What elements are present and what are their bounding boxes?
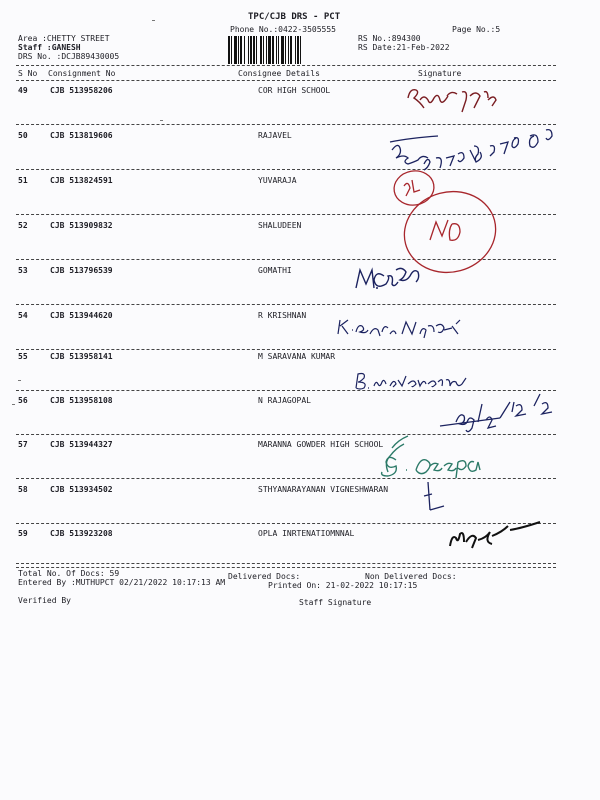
signature-53 (356, 268, 419, 288)
row-consignee: YUVARAJA (258, 176, 297, 185)
row-consignment-no: CJB 513958108 (50, 396, 113, 405)
row-consignee: MARANNA GOWDER HIGH SCHOOL (258, 440, 384, 449)
row-consignee: RAJAVEL (258, 131, 292, 140)
signature-56 (440, 394, 552, 432)
row-consignee: STHYANARAYANAN VIGNESHWARAN (258, 485, 389, 494)
signature-55 (356, 374, 466, 390)
staff-signature-label: Staff Signature (299, 598, 372, 607)
printed-on: Printed On: 21-02-2022 10:17:15 (268, 581, 418, 590)
scan-speck (152, 20, 155, 21)
signature-57 (382, 436, 480, 478)
col-consignment: Consignment No (48, 69, 116, 78)
row-consignee: M SARAVANA KUMAR (258, 352, 336, 361)
row-sno: 58 (18, 485, 28, 494)
row-sno: 59 (18, 529, 28, 538)
row-consignee: N RAJAGOPAL (258, 396, 311, 405)
row-consignment-no: CJB 513819606 (50, 131, 113, 140)
signature-52-stamp (395, 181, 505, 282)
row-consignment-no: CJB 513934502 (50, 485, 113, 494)
total-docs: Total No. Of Docs: 59 (18, 569, 120, 578)
signature-59 (450, 522, 540, 548)
row-consignment-no: CJB 513944620 (50, 311, 113, 320)
page-number: Page No.:5 (452, 25, 501, 34)
row-consignment-no: CJB 513958141 (50, 352, 113, 361)
rs-number: RS No.:894300 (358, 34, 421, 43)
row-sno: 52 (18, 221, 28, 230)
drs-number: DRS No. :DCJB89430005 (18, 52, 120, 61)
row-sno: 49 (18, 86, 28, 95)
area-label: Area :CHETTY STREET (18, 34, 110, 43)
row-consignee: R KRISHNAN (258, 311, 307, 320)
row-sno: 57 (18, 440, 28, 449)
phone-number: Phone No.:0422-3505555 (230, 25, 336, 34)
row-sno: 53 (18, 266, 28, 275)
row-consignment-no: CJB 513958206 (50, 86, 113, 95)
row-consignment-no: CJB 513796539 (50, 266, 113, 275)
col-sno: S No (18, 69, 38, 78)
row-consignee: SHALUDEEN (258, 221, 302, 230)
signature-58 (424, 482, 444, 510)
row-consignee: GOMATHI (258, 266, 292, 275)
verified-by: Verified By (18, 596, 71, 605)
entered-by: Entered By :MUTHUPCT 02/21/2022 10:17:13 AM (18, 578, 226, 587)
signature-49 (408, 90, 496, 112)
row-consignment-no: CJB 513824591 (50, 176, 113, 185)
signature-50 (390, 130, 552, 170)
footer-divider (16, 563, 556, 564)
scan-speck (12, 404, 15, 405)
row-sno: 55 (18, 352, 28, 361)
non-delivered-docs: Non Delivered Docs: (365, 572, 457, 581)
row-sno: 56 (18, 396, 28, 405)
col-consignee: Consignee Details (238, 69, 320, 78)
delivered-docs: Delivered Docs: (228, 572, 301, 581)
row-sno: 54 (18, 311, 28, 320)
row-consignee: OPLA INRTENATIOMNNAL (258, 529, 355, 538)
row-sno: 51 (18, 176, 28, 185)
signature-54 (338, 320, 460, 338)
scan-speck (160, 120, 163, 121)
scan-speck (18, 380, 21, 381)
signature-51-stamp (391, 168, 436, 208)
row-consignment-no: CJB 513909832 (50, 221, 113, 230)
staff-label: Staff :GANESH (18, 43, 81, 52)
col-signature: Signature (418, 69, 462, 78)
row-consignment-no: CJB 513944327 (50, 440, 113, 449)
rs-date: RS Date:21-Feb-2022 (358, 43, 450, 52)
row-consignee: COR HIGH SCHOOL (258, 86, 331, 95)
row-sno: 50 (18, 131, 28, 140)
row-consignment-no: CJB 513923208 (50, 529, 113, 538)
document-title: TPC/CJB DRS - PCT (248, 12, 341, 22)
